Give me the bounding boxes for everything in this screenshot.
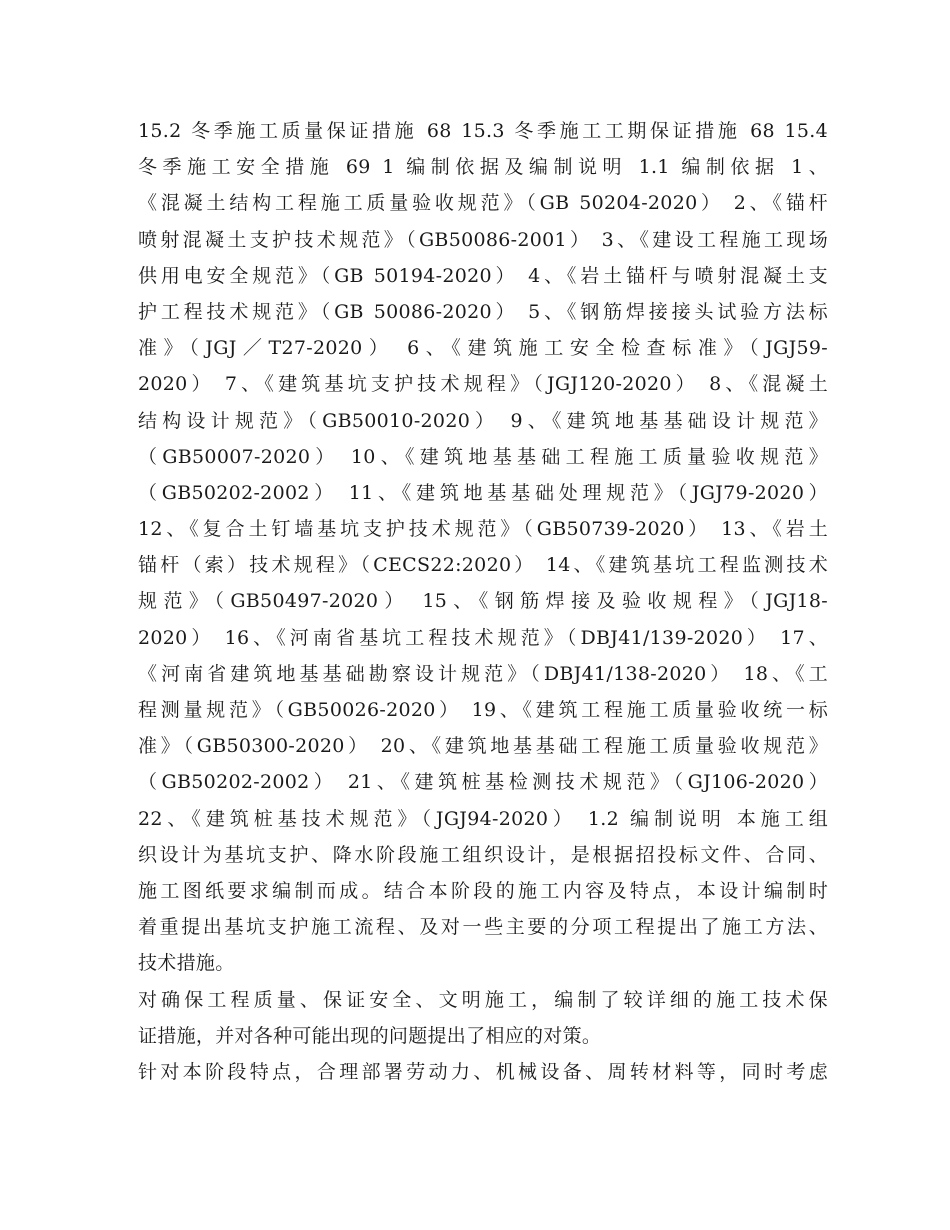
text-line: 规范》（GB50497-2020） 15、《钢筋焊接及验收规程》（JGJ18- xyxy=(138,590,828,613)
text-line: 程测量规范》（GB50026-2020） 19、《建筑工程施工质量验收统一标 xyxy=(138,699,828,721)
document-body-text xyxy=(138,113,828,1090)
text-line: 2020） 16、《河南省基坑工程技术规范》（DBJ41/139-2020） 17、 xyxy=(138,626,828,649)
text-line: 锚杆（索）技术规程》（CECS22:2020） 14、《建筑基坑工程监测技术 xyxy=(138,554,828,577)
text-line: 15.2 冬季施工质量保证措施 68 15.3 冬季施工工期保证措施 68 15.4 xyxy=(138,120,828,142)
text-line: 护工程技术规范》（GB 50086-2020） 5、《钢筋焊接接头试验方法标 xyxy=(138,300,828,323)
text-line: 织设计为基坑支护、降水阶段施工组织设计，是根据招投标文件、合同、 xyxy=(138,843,828,866)
text-line: 针对本阶段特点，合理部署劳动力、机械设备、周转材料等，同时考虑 xyxy=(138,1060,828,1083)
text-line: 供用电安全规范》（GB 50194-2020） 4、《岩土锚杆与喷射混凝土支 xyxy=(138,264,828,287)
text-line: 技术措施。 xyxy=(138,952,235,975)
text-line: （GB50007-2020） 10、《建筑地基基础工程施工质量验收规范》 xyxy=(138,445,828,468)
text-line: 2020） 7、《建筑基坑支护技术规程》（JGJ120-2020） 8、《混凝土 xyxy=(138,373,828,396)
text-line: 准》（JGJ／T27-2020） 6、《建筑施工安全检查标准》（JGJ59- xyxy=(138,337,828,360)
text-line: （GB50202-2002） 21、《建筑桩基检测技术规范》（GJ106-2020） xyxy=(138,771,828,794)
text-line: 《河南省建筑地基基础勘察设计规范》（DBJ41/138-2020） 18、《工 xyxy=(138,662,828,685)
text-line: 对确保工程质量、保证安全、文明施工，编制了较详细的施工技术保 xyxy=(138,988,828,1011)
text-line: 12、《复合土钉墙基坑支护技术规范》（GB50739-2020） 13、《岩土 xyxy=(138,518,828,541)
text-line: 结构设计规范》（GB50010-2020） 9、《建筑地基基础设计规范》 xyxy=(138,409,828,432)
text-line: 冬季施工安全措施 69 1 编制依据及编制说明 1.1 编制依据 1、 xyxy=(138,156,828,179)
text-line: 证措施，并对各种可能出现的问题提出了相应的对策。 xyxy=(138,1024,602,1047)
text-line: 《混凝土结构工程施工质量验收规范》（GB 50204-2020） 2、《锚杆 xyxy=(138,192,828,215)
text-line: 准》（GB50300-2020） 20、《建筑地基基础工程施工质量验收规范》 xyxy=(138,735,828,758)
text-line: （GB50202-2002） 11、《建筑地基基础处理规范》（JGJ79-2020） xyxy=(138,481,828,504)
text-line: 喷射混凝土支护技术规范》（GB50086-2001） 3、《建设工程施工现场 xyxy=(138,228,828,251)
text-line: 着重提出基坑支护施工流程、及对一些主要的分项工程提出了施工方法、 xyxy=(138,916,828,939)
text-line: 施工图纸要求编制而成。结合本阶段的施工内容及特点，本设计编制时 xyxy=(138,879,828,902)
text-line: 22、《建筑桩基技术规范》（JGJ94-2020） 1.2 编制说明 本施工组 xyxy=(138,807,828,830)
